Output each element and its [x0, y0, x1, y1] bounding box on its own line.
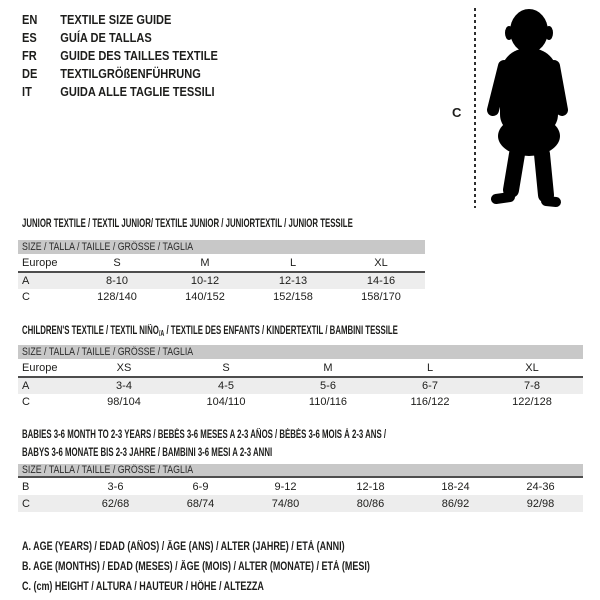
junior-section-title-text: JUNIOR TEXTILE / TEXTIL JUNIOR/ TEXTILE JUNIOR / JUNIORTEXTIL / JUNIOR TESSILE [22, 218, 353, 230]
table-header-bar [18, 240, 425, 254]
age-cell: 8-10 [105, 275, 129, 287]
legend-height-cm [22, 577, 332, 595]
age-cell: 7-8 [524, 380, 540, 392]
table-header-bar [18, 345, 583, 359]
guide-title: TEXTILGRÖßENFÜHRUNG [60, 65, 201, 81]
size-cell: M [323, 361, 333, 374]
age-cell: 9-12 [274, 480, 297, 493]
age-years-row [18, 273, 425, 289]
height-cell: 68/74 [186, 497, 215, 510]
age-cell: 24-36 [526, 480, 555, 493]
age-cell: 6-9 [192, 480, 209, 493]
row-key: C [22, 497, 30, 510]
age-cell: 6-7 [422, 380, 438, 392]
age-cell: 5-6 [320, 380, 336, 392]
size-header-label: SIZE / TALLA / TAILLE / GRÖSSE / TAGLIA [22, 241, 194, 253]
height-cell: 152/158 [273, 291, 313, 303]
guide-title: GUIDA ALLE TAGLIE TESSILI [60, 83, 215, 99]
age-cell: 10-12 [190, 275, 220, 287]
row-key: A [22, 380, 30, 392]
size-cell: S [113, 256, 121, 269]
row-key: B [22, 480, 30, 493]
age-cell: 14-16 [366, 275, 396, 287]
legend-age-months [22, 557, 468, 575]
height-cell: 158/170 [361, 291, 401, 303]
title-part: CHILDREN'S TEXTILE / TEXTIL NIÑO [22, 325, 159, 337]
legend-text: B. AGE (MONTHS) / EDAD (MESES) / ÂGE (MOIS) / ALTER (MONATE) / ETÀ (MESI) [22, 561, 370, 573]
size-labels-row [18, 359, 583, 378]
age-months-row [18, 478, 583, 495]
height-cell: 62/68 [101, 497, 130, 510]
age-years-row [18, 378, 583, 394]
junior-size-table [18, 240, 425, 305]
size-cell: L [289, 256, 297, 269]
language-code: IT [22, 83, 32, 99]
height-cell: 140/152 [185, 291, 225, 303]
height-cell: 116/122 [410, 396, 450, 408]
row-key: C [22, 291, 30, 303]
language-row-en [22, 10, 252, 28]
region-label: Europe [22, 361, 58, 374]
legend-text: A. AGE (YEARS) / EDAD (AÑOS) / ÂGE (ANS) / ALTER (JAHRE) / ETÀ (ANNI) [22, 541, 345, 553]
language-row-de [22, 64, 252, 82]
age-cell: 12-13 [278, 275, 308, 287]
age-cell: 3-4 [116, 380, 132, 392]
language-row-fr [22, 46, 252, 64]
babies-section-title-text: BABIES 3-6 MONTH TO 2-3 YEARS / BEBÉS 3-6 MESES A 2-3 AÑOS / BÉBÉS 3-6 MOIS À 2-3 ANS / [22, 429, 387, 441]
age-cell: 3-6 [107, 480, 124, 493]
table-header-bar [18, 464, 583, 478]
language-code: ES [22, 29, 37, 45]
height-cm-row [18, 289, 425, 305]
title-part: / TEXTILE DES ENFANTS / KINDERTEXTIL / BAMBINI TESSILE [164, 325, 398, 337]
height-cell: 110/116 [308, 396, 348, 408]
language-code: FR [22, 47, 37, 63]
size-cell: XL [525, 361, 539, 374]
age-cell: 4-5 [218, 380, 234, 392]
babies-section-title-line2 [22, 443, 390, 461]
size-header-label: SIZE / TALLA / TAILLE / GRÖSSE / TAGLIA [22, 464, 194, 476]
junior-section-title [22, 214, 508, 232]
language-code: DE [22, 65, 38, 81]
babies-section-title-text: BABYS 3-6 MONATE BIS 2-3 JAHRE / BAMBINI 3-6 MESI A 2-3 ANNI [22, 447, 273, 459]
height-cell: 74/80 [271, 497, 300, 510]
height-cell: 80/86 [356, 497, 385, 510]
row-key: C [22, 396, 30, 408]
height-cell: 104/110 [206, 396, 246, 408]
language-row-it [22, 82, 252, 100]
guide-title: GUIDE DES TAILLES TEXTILE [60, 47, 218, 63]
age-cell: 12-18 [356, 480, 385, 493]
height-cell: 98/104 [107, 396, 141, 408]
legend-age-years [22, 537, 436, 555]
language-row-es [22, 28, 252, 46]
language-code: EN [22, 11, 38, 27]
guide-title: TEXTILE SIZE GUIDE [60, 11, 172, 27]
height-cm-row [18, 394, 583, 410]
row-key: A [22, 275, 30, 287]
height-cell: 92/98 [526, 497, 555, 510]
height-measure-label: C [452, 105, 462, 120]
language-title-list [22, 10, 252, 100]
children-section-title-text [22, 325, 398, 338]
size-header-label: SIZE / TALLA / TAILLE / GRÖSSE / TAGLIA [22, 346, 194, 358]
height-cell: 86/92 [441, 497, 470, 510]
babies-size-table [18, 464, 583, 512]
size-cell: XL [374, 256, 388, 269]
size-cell: XS [116, 361, 132, 374]
age-cell: 18-24 [441, 480, 470, 493]
size-labels-row [18, 254, 425, 273]
size-cell: M [200, 256, 210, 269]
children-size-table [18, 345, 583, 410]
height-measure-dashed-line [474, 8, 476, 208]
babies-section-title-line1 [22, 425, 557, 443]
height-cm-row [18, 495, 583, 512]
region-label: Europe [22, 256, 58, 269]
size-cell: L [426, 361, 434, 374]
children-section-title [22, 321, 575, 339]
title-subscript: /A [158, 329, 165, 338]
height-cell: 128/140 [97, 291, 137, 303]
size-cell: S [222, 361, 230, 374]
legend-text: C. (cm) HEIGHT / ALTURA / HAUTEUR / HÖHE / ALTEZZA [22, 581, 264, 593]
baby-silhouette-icon [486, 4, 592, 210]
height-cell: 122/128 [512, 396, 552, 408]
guide-title: GUÍA DE TALLAS [60, 29, 152, 45]
